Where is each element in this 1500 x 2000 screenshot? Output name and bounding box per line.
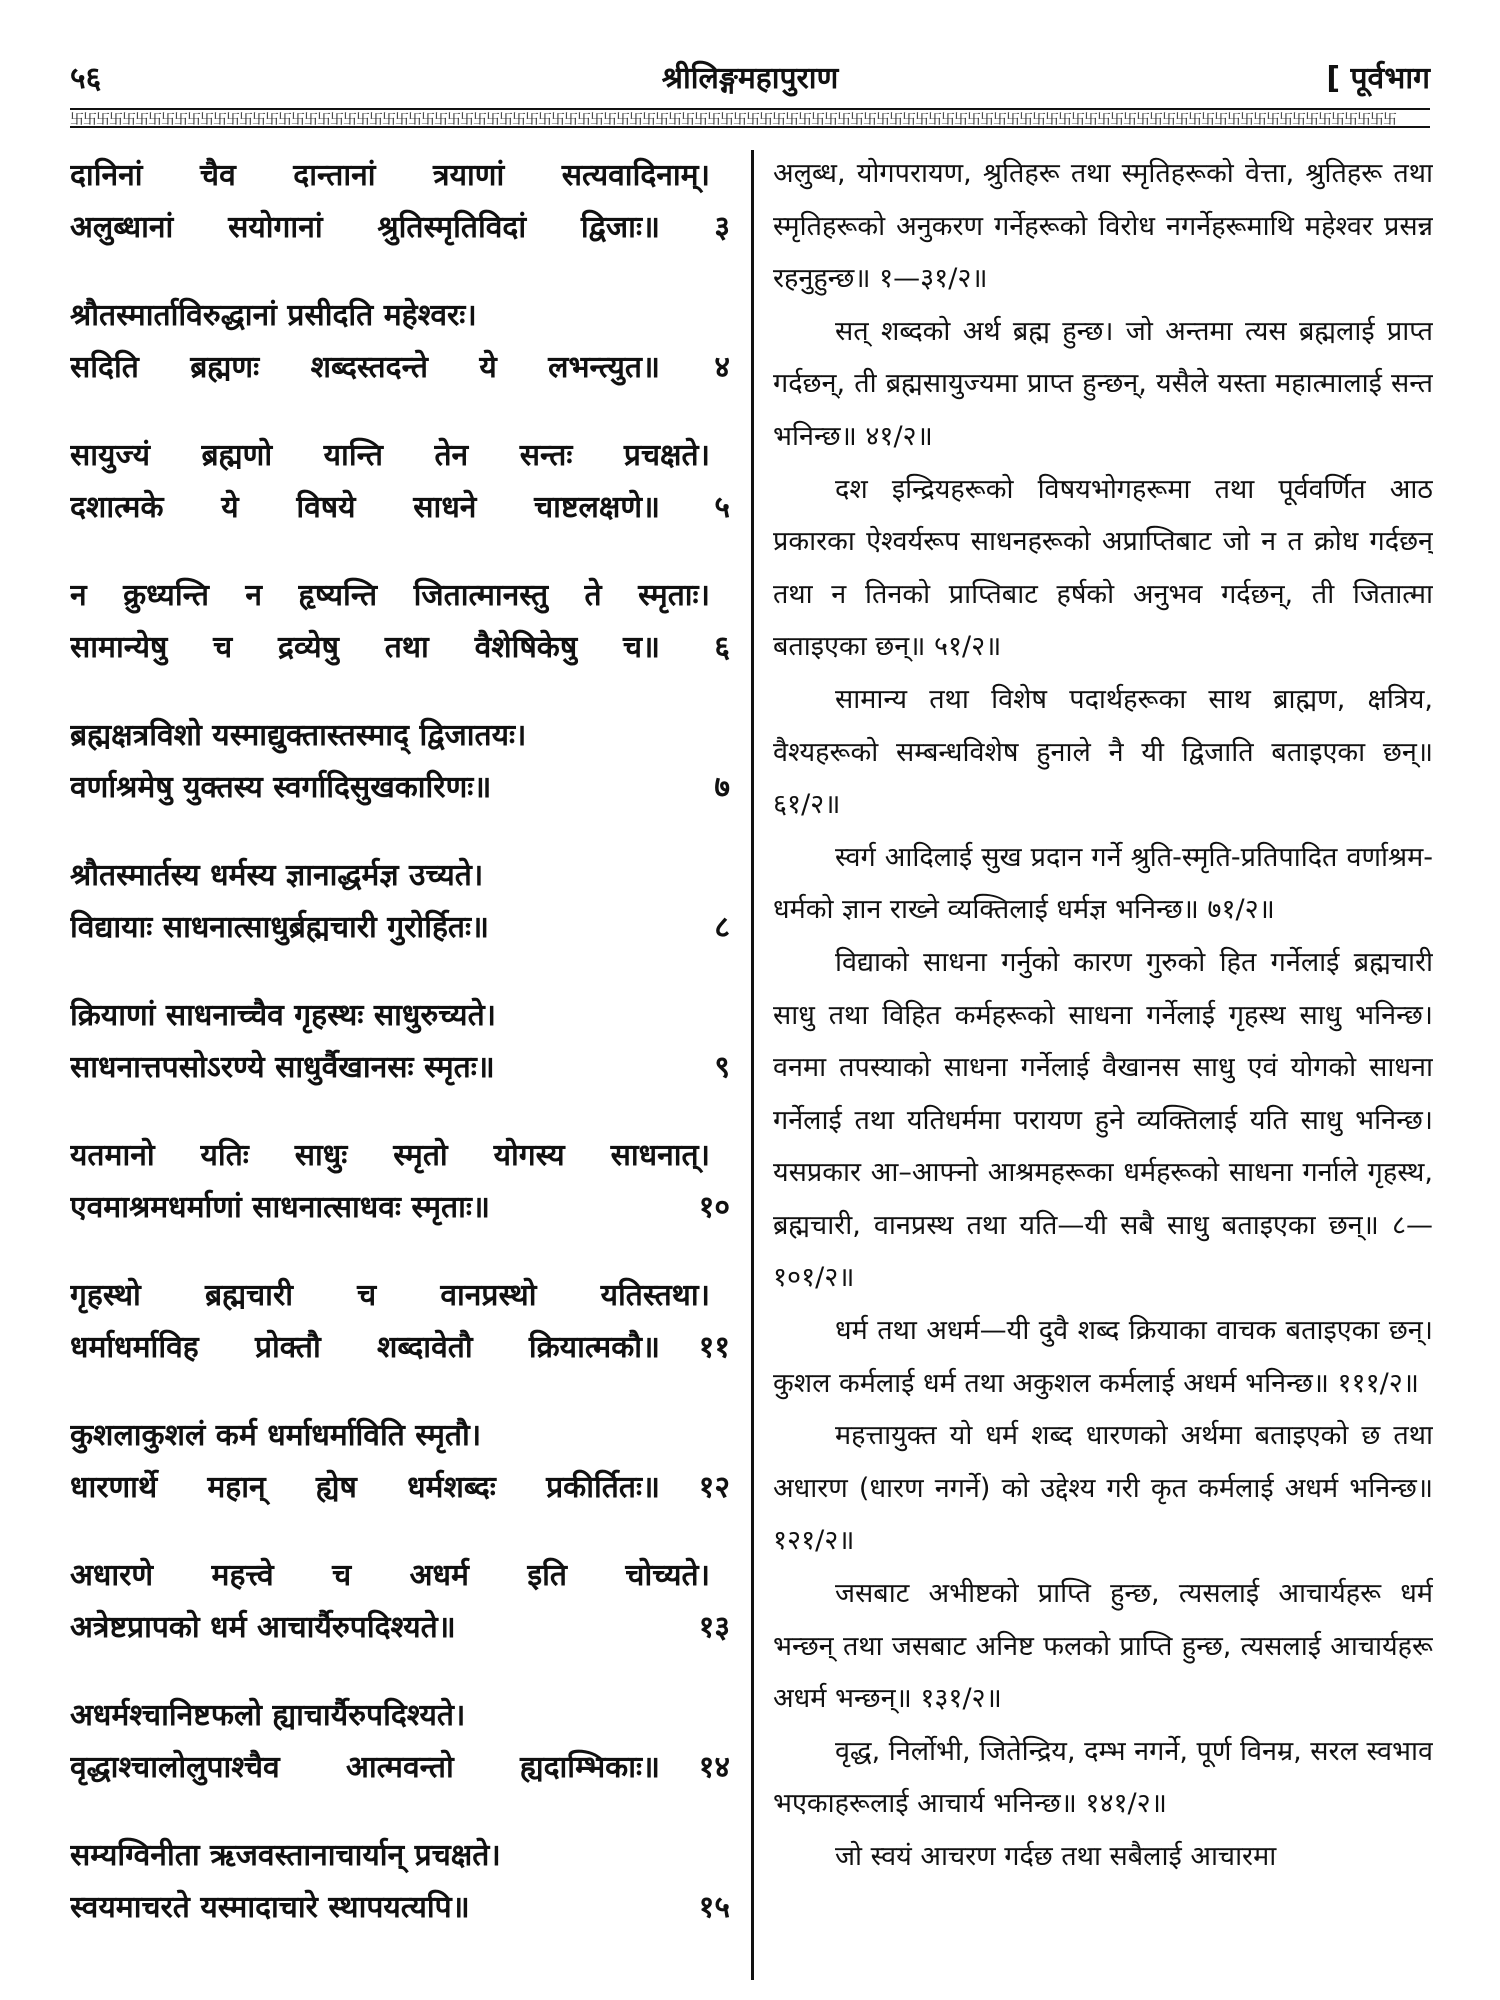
verse-number: ८ <box>714 910 730 945</box>
verse-second-line: विद्यायाः साधनात्साधुर्ब्रह्मचारी गुरोर्हितः॥ <box>70 910 490 945</box>
verse-second-line: वर्णाश्रमेषु युक्तस्य स्वर्गादिसुखकारिणः॥ <box>70 770 492 805</box>
translation-paragraph: जो स्वयं आचरण गर्दछ तथा सबैलाई आचारमा <box>835 1841 1277 1872</box>
verse-block <box>70 1830 730 1934</box>
verse-number: ५ <box>714 490 730 525</box>
verse-block <box>70 710 730 814</box>
verse-second-line: सामान्येषु च द्रव्येषु तथा वैशेषिकेषु च॥ <box>70 630 660 665</box>
verse-first-line: यतमानो यतिः साधुः स्मृतो योगस्य साधनात्। <box>70 1138 710 1173</box>
verse-block <box>70 150 730 254</box>
verse-second-line: धर्माधर्माविह प्रोक्तौ शब्दावेतौ क्रियात्मकौ॥ <box>70 1330 660 1365</box>
verse-first-line: श्रौतस्मार्तस्य धर्मस्य ज्ञानाद्धर्मज्ञ उच्यते। <box>70 858 484 893</box>
translation-paragraph: विद्याको साधना गर्नुको कारण गुरुको हित गर्नेलाई ब्रह्मचारी साधु तथा विहित कर्महरूको साधना गर्नेलाई गृहस्थ साधु भनिन्छ। वनमा तपस्याको साधना गर्नेलाई वैखानस साधु एवं योगको साधना गर्नेलाई तथा यतिधर्ममा परायण हुने व्यक्तिलाई यति साधु भनिन्छ। यसप्रकार आ–आफ्नो आश्रमहरूका धर्महरूको साधना गर्नाले गृहस्थ, ब्रह्मचारी, वानप्रस्थ तथा यति—यी सबै साधु बताइएका छन्॥ ८—१०१/२॥ <box>773 946 1433 1294</box>
verse-second-line: साधनात्तपसोऽरण्ये साधुर्वैखानसः स्मृतः॥ <box>70 1050 495 1085</box>
verse-second-line: धारणार्थे महान् ह्येष धर्मशब्दः प्रकीर्तितः॥ <box>70 1470 660 1505</box>
page-header <box>70 56 1430 104</box>
verse-block <box>70 1130 730 1234</box>
verse-first-line: गृहस्थो ब्रह्मचारी च वानप्रस्थो यतिस्तथा। <box>70 1278 710 1313</box>
book-title: श्रीलिङ्गमहापुराण <box>661 61 839 96</box>
verse-number: ३ <box>714 210 730 245</box>
decorative-border: 卐卐卐卐卐卐卐卐卐卐卐卐卐卐卐卐卐卐卐卐卐卐卐卐卐卐卐卐卐卐卐卐卐卐卐卐卐卐卐卐卐卐卐卐卐卐卐卐卐卐卐卐卐卐卐卐卐卐卐卐卐卐卐卐卐卐卐卐卐卐卐卐卐卐卐卐卐卐卐卐卐卐卐卐卐卐卐卐卐卐卐卐卐卐卐卐卐卐卐卐卐卐 <box>70 108 1430 128</box>
verse-block <box>70 290 730 394</box>
verse-first-line: कुशलाकुशलं कर्म धर्माधर्माविति स्मृतौ। <box>70 1418 482 1453</box>
verse-first-line: सम्यग्विनीता ऋजवस्तानाचार्यान् प्रचक्षते। <box>70 1838 501 1873</box>
verse-first-line: अधर्मश्चानिष्टफलो ह्याचार्यैरुपदिश्यते। <box>70 1698 466 1733</box>
sanskrit-column <box>70 150 730 1980</box>
verse-first-line: सायुज्यं ब्रह्मणो यान्ति तेन सन्तः प्रचक्षते। <box>70 438 710 473</box>
verse-first-line: अधारणे महत्त्वे च अधर्म इति चोच्यते। <box>70 1558 710 1593</box>
translation-paragraph: वृद्ध, निर्लोभी, जितेन्द्रिय, दम्भ नगर्ने, पूर्ण विनम्र, सरल स्वभाव भएकाहरूलाई आचार्य भनिन्छ॥ १४१/२॥ <box>773 1735 1433 1820</box>
verse-first-line: श्रौतस्मार्ताविरुद्धानां प्रसीदति महेश्वरः। <box>70 298 477 333</box>
verse-second-line: अत्रेष्टप्रापको धर्म आचार्यैरुपदिश्यते॥ <box>70 1610 456 1645</box>
verse-number: ७ <box>714 770 730 805</box>
verse-first-line: दानिनां चैव दान्तानां त्रयाणां सत्यवादिनाम्। <box>70 158 710 193</box>
verse-number: १० <box>698 1190 730 1225</box>
section-label: [ पूर्वभाग <box>1326 61 1430 96</box>
verse-number: ६ <box>714 630 730 665</box>
translation-paragraph: जसबाट अभीष्टको प्राप्ति हुन्छ, त्यसलाई आचार्यहरू धर्म भन्छन् तथा जसबाट अनिष्ट फलको प्राप्ति हुन्छ, त्यसलाई आचार्यहरू अधर्म भन्छन्॥ १३१/२॥ <box>773 1578 1433 1715</box>
verse-block <box>70 990 730 1094</box>
verse-first-line: ब्रह्मक्षत्रविशो यस्माद्युक्तास्तस्माद् द्विजातयः। <box>70 718 527 753</box>
verse-block <box>70 1410 730 1514</box>
column-divider <box>751 150 754 1980</box>
verse-first-line: क्रियाणां साधनाच्चैव गृहस्थः साधुरुच्यते। <box>70 998 497 1033</box>
page-number: ५६ <box>70 61 102 96</box>
verse-block <box>70 570 730 674</box>
verse-first-line: न क्रुध्यन्ति न हृष्यन्ति जितात्मानस्तु ते स्मृताः। <box>70 578 710 613</box>
verse-block <box>70 1270 730 1374</box>
translation-column <box>773 148 1433 1988</box>
verse-number: ११ <box>698 1330 730 1365</box>
translation-paragraph: धर्म तथा अधर्म—यी दुवै शब्द क्रियाका वाचक बताइएका छन्। कुशल कर्मलाई धर्म तथा अकुशल कर्मलाई अधर्म भनिन्छ॥ १११/२॥ <box>773 1315 1433 1399</box>
verse-second-line: सदिति ब्रह्मणः शब्दस्तदन्ते ये लभन्त्युत॥ <box>70 350 660 385</box>
translation-paragraph: स्वर्ग आदिलाई सुख प्रदान गर्ने श्रुति-स्मृति-प्रतिपादित वर्णाश्रम-धर्मको ज्ञान राख्ने व्यक्तिलाई धर्मज्ञ भनिन्छ॥ ७१/२॥ <box>773 841 1433 926</box>
translation-paragraph: सत् शब्दको अर्थ ब्रह्म हुन्छ। जो अन्तमा त्यस ब्रह्मलाई प्राप्त गर्दछन्, ती ब्रह्मसायुज्यमा प्राप्त हुन्छन्, यसैले यस्ता महात्मालाई सन्त भनिन्छ॥ ४१/२॥ <box>773 315 1433 452</box>
verse-second-line: वृद्धाश्चालोलुपाश्चैव आत्मवन्तो ह्यदाम्भिकाः॥ <box>70 1750 660 1785</box>
verse-block <box>70 850 730 954</box>
verse-block <box>70 1550 730 1654</box>
verse-number: ९ <box>714 1050 730 1085</box>
verse-second-line: दशात्मके ये विषये साधने चाष्टलक्षणे॥ <box>70 490 660 525</box>
verse-number: १२ <box>698 1470 730 1505</box>
verse-number: १४ <box>698 1750 730 1785</box>
verse-block <box>70 1690 730 1794</box>
verse-number: ४ <box>714 350 730 385</box>
verse-second-line: एवमाश्रमधर्माणां साधनात्साधवः स्मृताः॥ <box>70 1190 490 1225</box>
translation-paragraph: दश इन्द्रियहरूको विषयभोगहरूमा तथा पूर्ववर्णित आठ प्रकारका ऐश्वर्यरूप साधनहरूको अप्राप्तिबाट जो न त क्रोध गर्दछन् तथा न तिनको प्राप्तिबाट हर्षको अनुभव गर्दछन्, ती जितात्मा बताइएका छन्॥ ५१/२॥ <box>773 473 1433 663</box>
verse-second-line: अलुब्धानां सयोगानां श्रुतिस्मृतिविदां द्विजाः॥ <box>70 210 660 245</box>
verse-number: १५ <box>698 1890 730 1925</box>
verse-number: १३ <box>698 1610 730 1645</box>
verse-second-line: स्वयमाचरते यस्मादाचारे स्थापयत्यपि॥ <box>70 1890 470 1925</box>
translation-paragraph: अलुब्ध, योगपरायण, श्रुतिहरू तथा स्मृतिहरूको वेत्ता, श्रुतिहरू तथा स्मृतिहरूको अनुकरण गर्नेहरूको विरोध नगर्नेहरूमाथि महेश्वर प्रसन्न रहनुहुन्छ॥ १—३१/२॥ <box>773 158 1433 295</box>
verse-block <box>70 430 730 534</box>
translation-paragraph: महत्तायुक्त यो धर्म शब्द धारणको अर्थमा बताइएको छ तथा अधारण (धारण नगर्ने) को उद्देश्य गरी कृत कर्मलाई अधर्म भनिन्छ॥ १२१/२॥ <box>773 1420 1433 1557</box>
translation-paragraph: सामान्य तथा विशेष पदार्थहरूका साथ ब्राह्मण, क्षत्रिय, वैश्यहरूको सम्बन्धविशेष हुनाले नै यी द्विजाति बताइएका छन्॥ ६१/२॥ <box>773 683 1433 821</box>
